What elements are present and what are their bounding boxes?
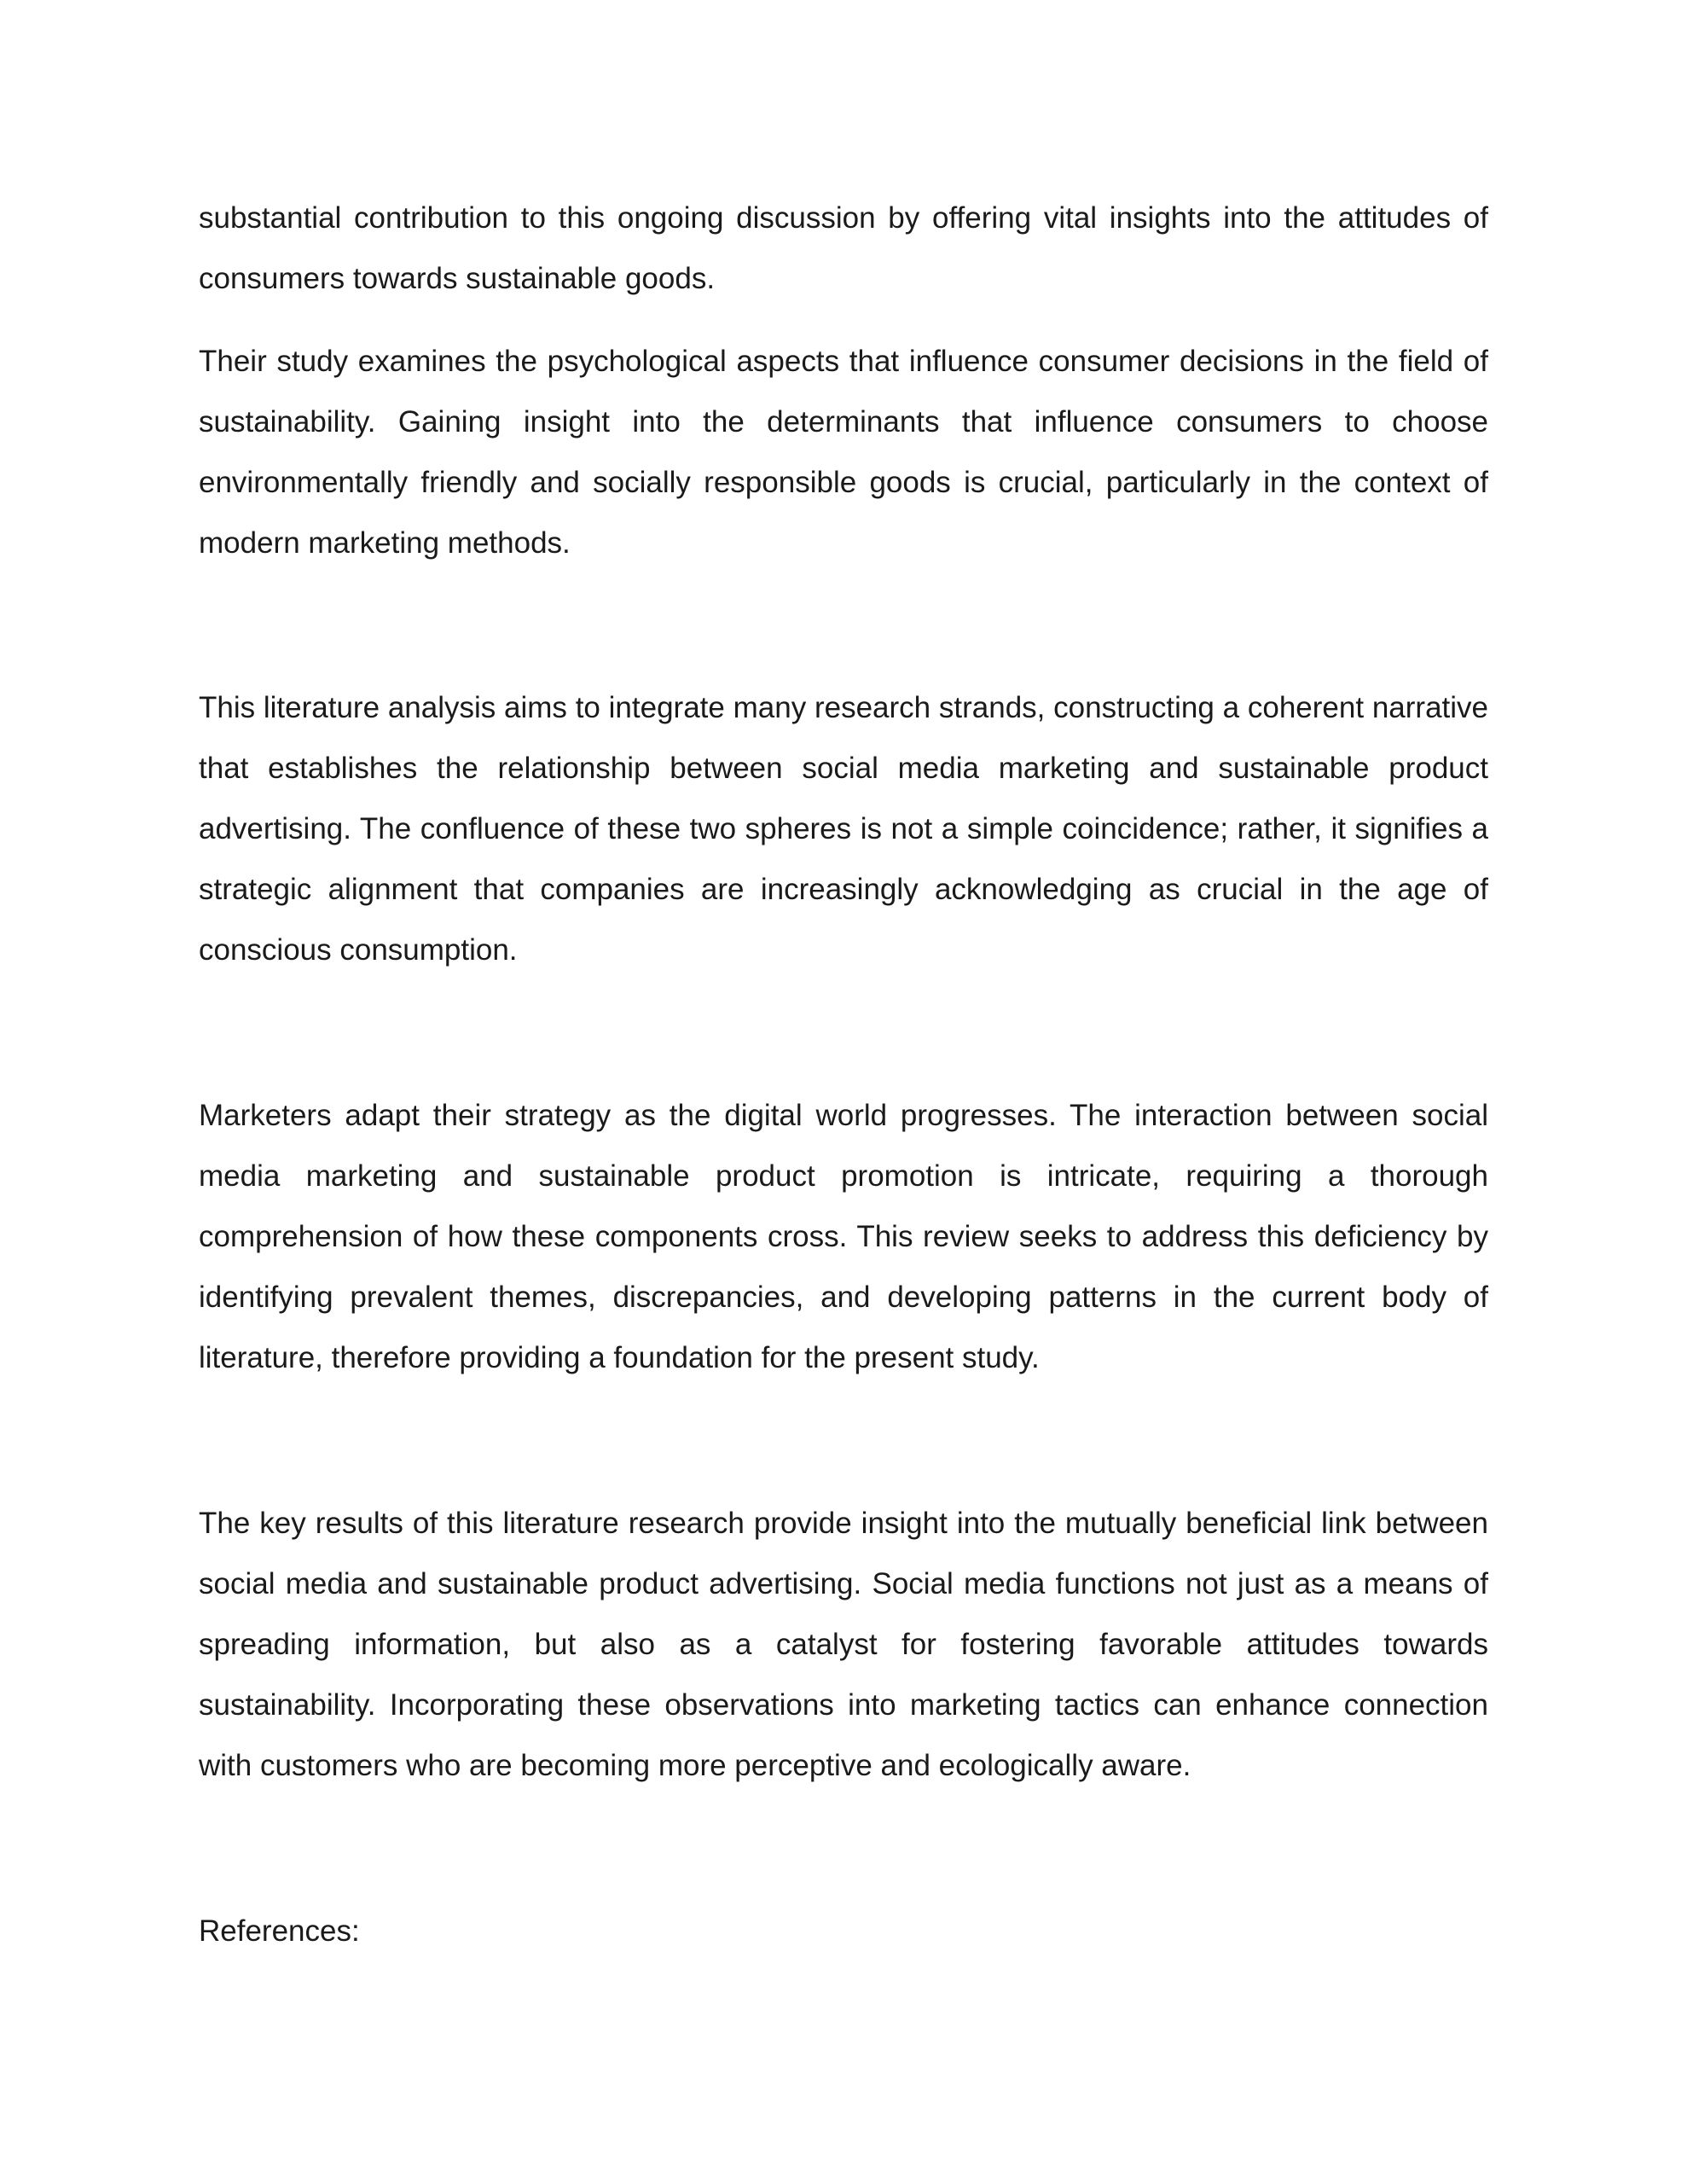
- paragraph-3: This literature analysis aims to integrate many research strands, constructing a coherent narrative that establishes the relationship between social media marketing and sustainable product advertising. The confluence of these two spheres is not a simple coincidence; rather, it signifies a strategic alignment that companies are increasingly acknowledging as crucial in the age of conscious consumption.: [199, 691, 1488, 967]
- paragraph-4: Marketers adapt their strategy as the digital world progresses. The interaction between social media marketing and sustainable product promotion is intricate, requiring a thorough comprehension of how these components cross. This review seeks to address this deficiency by identifying prevalent themes, discrepancies, and developing patterns in the current body of literature, therefore providing a foundation for the present study.: [199, 1099, 1488, 1374]
- references-heading: References:: [199, 1914, 360, 1948]
- paragraph-1: substantial contribution to this ongoing discussion by offering vital insights into the attitudes of consumers towards sustainable goods.: [199, 201, 1488, 295]
- paragraph-2: Their study examines the psychological aspects that influence consumer decisions in the field of sustainability. Gaining insight into the determinants that influence consumers to choose environmentally friendly and socially responsible goods is crucial, particularly in the context of modern marketing methods.: [199, 345, 1488, 560]
- paragraph-5: The key results of this literature research provide insight into the mutually beneficial link between social media and sustainable product advertising. Social media functions not just as a means of spreading information, but also as a catalyst for fostering favorable attitudes towards sustainability. Incorporating these observations into marketing tactics can enhance connection with customers who are becoming more perceptive and ecologically aware.: [199, 1507, 1488, 1782]
